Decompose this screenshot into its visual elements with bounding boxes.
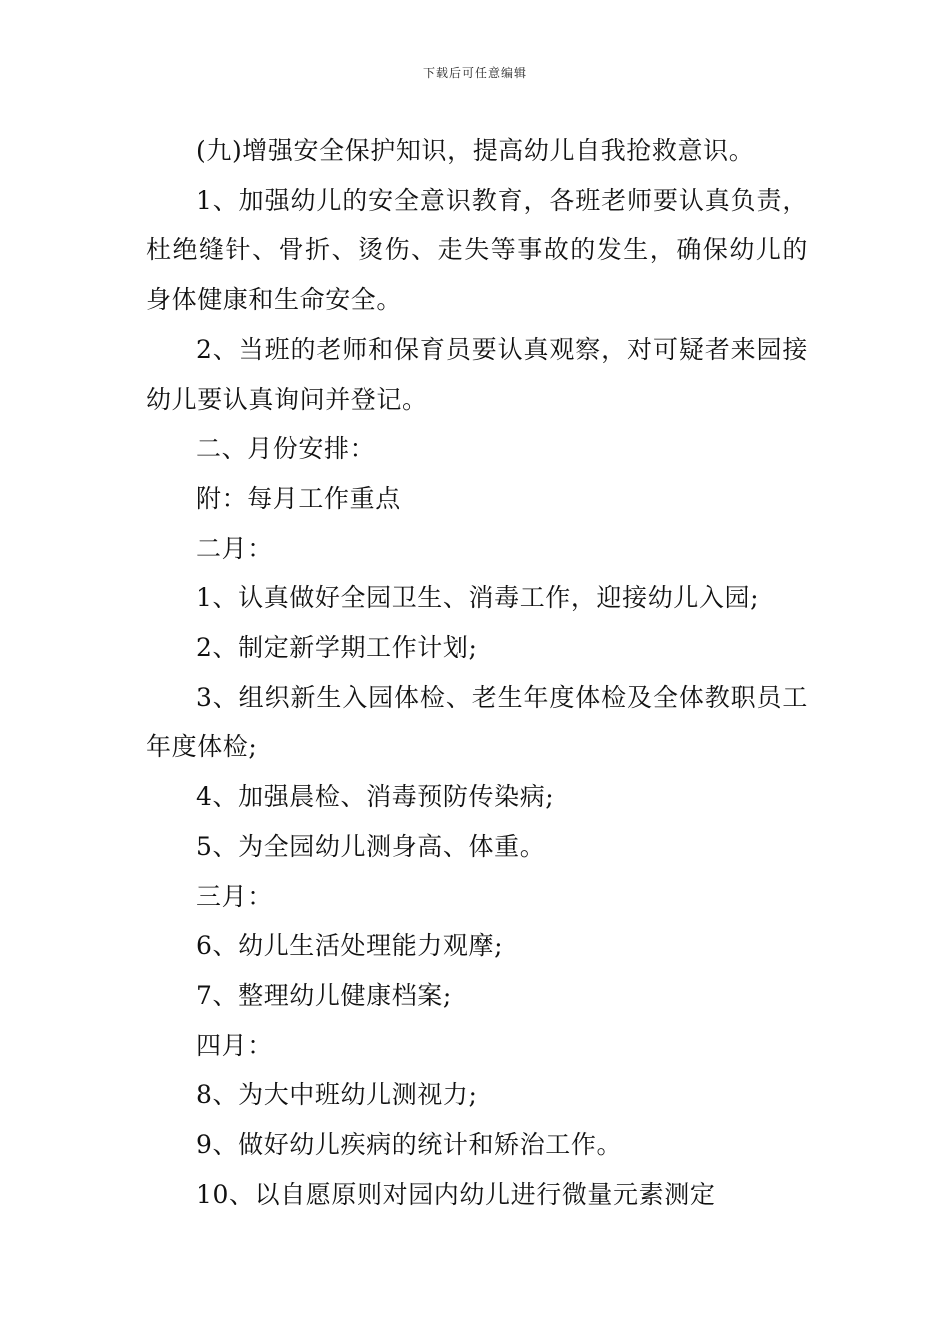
paragraph-appendix-title: 附：每月工作重点 (196, 483, 401, 513)
month-heading-march: 三月： (196, 881, 273, 911)
paragraph-safety-item-2: 2、当班的老师和保育员要认真观察，对可疑者来园接幼儿要认真询问并登记。 (146, 334, 808, 414)
list-item: 9、做好幼儿疾病的统计和矫治工作。 (196, 1130, 623, 1160)
list-item: 7、整理幼儿健康档案; (196, 980, 452, 1010)
month-heading-february: 二月： (196, 533, 273, 563)
list-item: 6、幼儿生活处理能力观摩; (196, 931, 504, 961)
section-heading-monthly-plan: 二、月份安排： (196, 434, 376, 464)
list-item: 5、为全园幼儿测身高、体重。 (196, 831, 546, 861)
paragraph-safety-heading: (九)增强安全保护知识，提高幼儿自我抢救意识。 (196, 136, 755, 165)
list-item: 3、组织新生入园体检、老生年度体检及全体教职员工年度体检; (146, 682, 808, 762)
list-item: 8、为大中班幼儿测视力; (196, 1080, 478, 1110)
page-header: 下载后可任意编辑 (422, 66, 527, 80)
list-item: 2、制定新学期工作计划; (196, 633, 478, 663)
document-body (146, 126, 808, 1219)
paragraph-safety-item-1: 1、加强幼儿的安全意识教育，各班老师要认真负责，杜绝缝针、骨折、烫伤、走失等事故的发生，确保幼儿的身体健康和生命安全。 (146, 185, 808, 315)
list-item: 4、加强晨检、消毒预防传染病; (196, 782, 555, 812)
list-item: 1、认真做好全园卫生、消毒工作，迎接幼儿入园; (196, 583, 760, 613)
list-item: 10、以自愿原则对园内幼儿进行微量元素测定 (196, 1179, 716, 1209)
month-heading-april: 四月： (196, 1030, 273, 1060)
